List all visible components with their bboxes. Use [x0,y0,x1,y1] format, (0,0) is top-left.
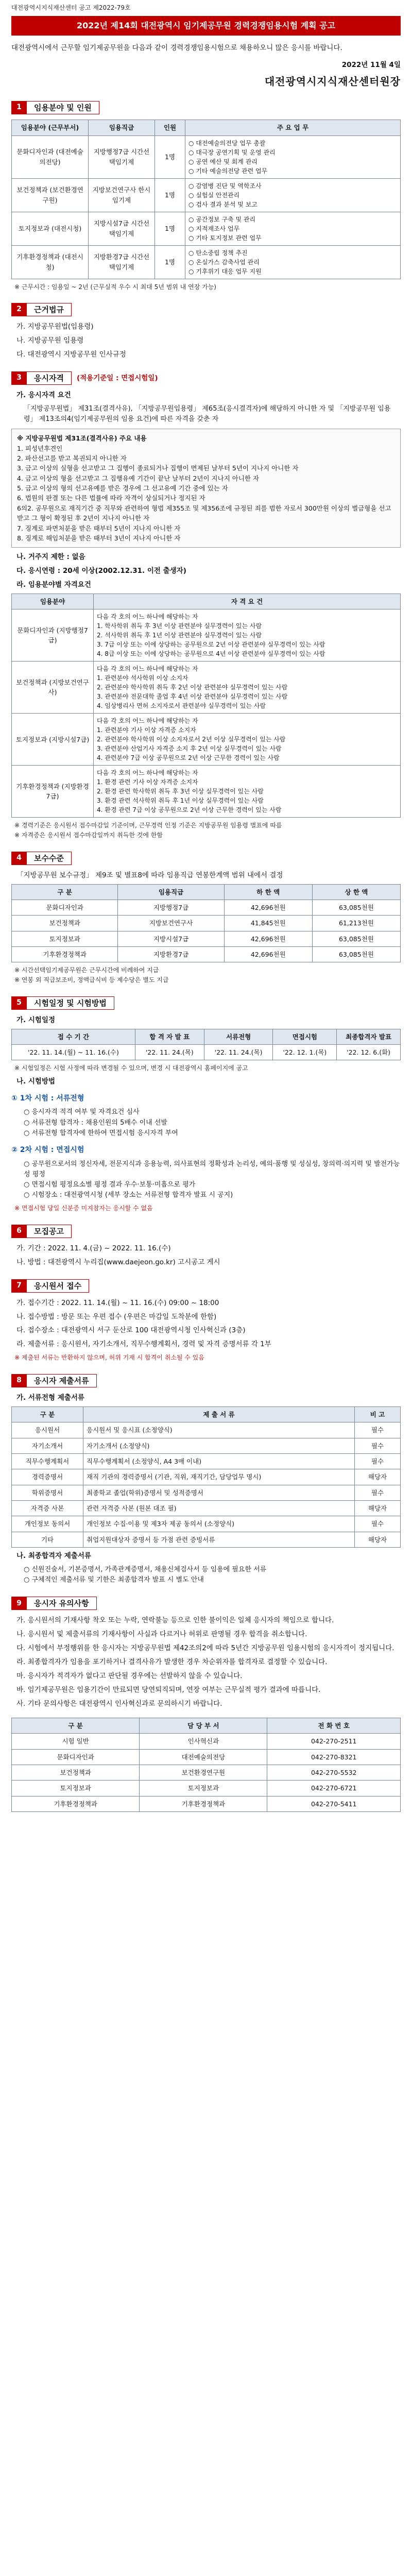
law-item: 가. 지방공무원법(임용령) [16,323,94,331]
section-title: 응시자격 [27,371,72,385]
table-row [12,1501,401,1516]
requirements-table [11,594,401,818]
box-line: 5. 금고 이상의 형의 선고유예를 받은 경우에 그 선고유예 기간 중에 있는 자 [17,484,228,493]
table-row [12,245,401,279]
step-note: ※ 면접시험 당일 신분증 미지참자는 응시할 수 없음 [14,1205,153,1212]
caution-item: 가. 응시원서의 기재사항 착오 또는 누락, 연락불능 등으로 인한 불이익은 일체 응시자의 책임으로 합니다. [16,1616,334,1625]
section-title: 응시원서 접수 [27,1279,89,1293]
recruit-item: 나. 방법 : 대전광역시 누리집(www.daejeon.go.kr) 고시공고 게시 [16,1258,220,1266]
box-line: 2. 파산선고를 받고 복권되지 아니한 자 [17,454,127,462]
notice-title: 2022년 제14회 대전광역시 임기제공무원 경력경쟁임용시험 계획 공고 [11,16,401,36]
box-line: 6의2. 공무원으로 재직기간 중 직무와 관련하여 형법 제355조 및 제356조에 규정된 죄를 범한 자로서 300만원 이상의 벌금형을 선고받고 그 형이 확정된 후 2년이 지나지 아니한 자 [17,504,391,522]
div-cell: 문화디자인과 [12,1749,140,1765]
req-cell: 다음 각 호의 어느 하나에 해당하는 자 1. 환경 관련 기사 이상 자격증 소지자 2. 환경 관련 학사학위 취득 후 3년 이상 실무경력이 있는 사람 3. 환경 관련 석사학위 취득 후 1년 이상 실무경력이 있는 사람 4. 환경 관련 7급 이상 공무원으로 2년 이상 근무한 경력이 있는 사람 [94,766,401,818]
section-4-header [11,852,401,865]
section-9-header [11,1597,401,1610]
section-title: 응시자 유의사항 [27,1597,97,1610]
div-cell: 응시원서 [12,1422,83,1438]
col-header: 합 격 자 발 표 [135,1029,204,1044]
field-cell: 문화디자인과 (지방행정7급) [12,609,94,662]
signer: 대전광역시지식재산센터원장 [264,75,401,88]
remark-cell: 필수 [355,1453,401,1469]
application-item: 라. 제출서류 : 응시원서, 자기소개서, 직무수행계획서, 경력 및 자격 증명서류 각 1부 [16,1340,271,1349]
rank-cell: 지방보건연구사 한시임기제 [89,178,155,212]
qualification-d: 라. 임용분야별 자격요건 [16,581,91,589]
qualification-a-text: 「지방공무원법」 제31조(결격사유), 「지방공무원임용령」 제65조(응시결격자)에 해당하지 아니한 자 및 「지방공무원 임용령」 제13조의4(임기제공무원의 임용 요건)에 따른 자격을 갖춘 자 [24,404,391,423]
table-row [12,212,401,245]
box-title: ※ 지방공무원법 제31조(결격사유) 주요 내용 [17,434,147,443]
section-title: 모집공고 [27,1225,72,1238]
rank-cell: 지방환경7급 시간선택임기제 [89,245,155,279]
table-row [12,1749,401,1765]
col-header: 주 요 업 무 [185,120,401,135]
dept-cell: 보건정책과 (보건환경연구원) [12,178,89,212]
req-cell: 다음 각 호의 어느 하나에 해당하는 자 1. 관련분야 기사 이상 자격증 소지자 2. 관련분야 학사학위 이상 소지자로서 2년 이상 실무경력이 있는 사람 3. 관련분야 산업기사 자격증 소지 후 2년 이상 실무경력이 있는 사람 4. 관련분야 7급 이상 공무원으로 2년 이상 근무한 경력이 있는 사람 [94,714,401,766]
section-title: 시험일정 및 시험방법 [27,996,114,1010]
table-row [12,931,401,946]
div-cell: 개인정보 동의서 [12,1516,83,1532]
remark-cell: 필수 [355,1485,401,1500]
caution-item: 사. 기타 문의사항은 대전광역시 인사혁신과로 문의하시기 바랍니다. [16,1699,222,1708]
contacts-table [11,1718,401,1812]
dept-cell: 기후환경정책과 (대전시청) [12,245,89,279]
application-item: 나. 접수방법 : 방문 또는 우편 접수 (우편은 마감일 도착분에 한함) [16,1312,217,1321]
rank-cell: 지방보건연구사 [118,916,224,931]
count-cell: 1명 [155,245,185,279]
law-item: 다. 대전광역시 지방공무원 인사규정 [16,350,126,359]
lead-text: 대전광역시에서 근무할 임기제공무원을 다음과 같이 경력경쟁임용시험으로 채용하오니 많은 응시를 바랍니다. [11,44,342,53]
col-header: 담 당 부 서 [140,1718,267,1733]
col-header: 상 한 액 [312,884,400,900]
rank-cell: 지방행정7급 [118,900,224,915]
application-item: 다. 접수장소 : 대전광역시 서구 둔산로 100 대전광역시청 인사혁신과 (3층) [16,1326,246,1335]
salary-note: ※ 시간선택임기제공무원은 근무시간에 비례하여 지급 ※ 연봉 외 직급보조비, 정액급식비 등 제수당은 별도 지급 [14,967,169,984]
section-3-header [11,371,401,385]
col-header: 비 고 [355,1406,401,1422]
application-item: 가. 접수기간 : 2022. 11. 14.(월) ~ 11. 16.(수) 09:00 ~ 18:00 [16,1298,219,1307]
col-header: 자 격 요 건 [94,594,401,609]
field-cell: 기후환경정책과 (지방환경7급) [12,766,94,818]
qualification-a: 가. 응시자격 요건 [16,391,71,399]
div-cell: 시험 일반 [12,1734,140,1749]
requirements-note: ※ 경력기준은 응시원서 접수마감일 기준이며, 근무경력 인정 기준은 지방공무원 임용령 별표에 따름 ※ 자격증은 응시원서 접수마감일까지 취득한 것에 한함 [14,822,282,839]
col-header: 최종합격자 발표 [337,1029,401,1044]
table-row [12,1453,401,1469]
work-period-note: ※ 근무시간 : 임용일 ~ 2년 (근무실적 우수 시 최대 5년 범위 내 연장 가능) [14,283,216,291]
min-cell: 41,845천원 [224,916,312,931]
notice-date: 2022년 11월 4일 [341,61,401,70]
div-cell: 기후환경정책과 [12,1796,140,1811]
div-cell: 보건정책과 [12,916,118,931]
schedule-cell: '22. 12. 6.(화) [337,1044,401,1060]
box-line: 1. 피성년후견인 [17,444,63,452]
law-item: 나. 지방공무원 임용령 [16,336,84,345]
notice-number: 대전광역시지식재산센터 공고 제2022-79호 [11,4,131,11]
table-row [12,1516,401,1532]
schedule-cell: '22. 12. 1.(목) [273,1044,337,1060]
col-header: 하 한 액 [224,884,312,900]
table-row [12,178,401,212]
section-title: 임용분야 및 인원 [27,101,99,114]
duties-cell: ○ 탄소중립 정책 추진 ○ 온실가스 감축사업 관리 ○ 기후위기 대응 업무 지원 [185,245,401,279]
caution-item: 나. 응시원서 및 제출서류의 기재사항이 사실과 다르거나 허위로 판명될 경우 합격을 취소합니다. [16,1630,307,1639]
table-row [12,1438,401,1453]
col-header: 임용직급 [89,120,155,135]
section-number: 6 [11,1225,27,1238]
section-number: 5 [11,996,27,1010]
final-docs-label: 나. 최종합격자 제출서류 [16,1552,91,1561]
salary-table [11,884,401,963]
disqualification-box [11,429,401,548]
col-header: 구 분 [12,884,118,900]
table-row [12,900,401,915]
col-header: 구 분 [12,1406,83,1422]
documents-table [11,1406,401,1548]
phone-cell: 042-270-5532 [267,1765,401,1780]
remark-cell: 해당자 [355,1469,401,1485]
table-row [12,1781,401,1796]
col-header: 면접시험 [273,1029,337,1044]
table-row [12,766,401,818]
section-number: 1 [11,101,27,114]
duties-cell: ○ 감염병 진단 및 역학조사 ○ 실험실 안전관리 ○ 검사 결과 분석 및 보고 [185,178,401,212]
table-row [12,662,401,714]
req-cell: 다음 각 호의 어느 하나에 해당하는 자 1. 학사학위 취득 후 3년 이상 관련분야 실무경력이 있는 사람 2. 석사학위 취득 후 1년 이상 관련분야 실무경력이 있는 사람 3. 7급 이상 또는 이에 상당하는 공무원으로 2년 이상 관련분야 실무경력이 있는 사람 4. 8급 이상 또는 이에 상당하는 공무원으로 4년 이상 관련분야 실무경력이 있는 사람 [94,609,401,662]
table-row [12,916,401,931]
qualification-b: 나. 거주지 제한 : 없음 [16,553,85,562]
table-row [12,609,401,662]
section-number: 3 [11,371,27,385]
col-header: 제 출 서 류 [83,1406,355,1422]
section-number: 4 [11,852,27,865]
div-cell: 자기소개서 [12,1438,83,1453]
dept-cell: 대전예술의전당 [140,1749,267,1765]
doc-cell: 직무수행계획서 (소정양식, A4 3매 이내) [83,1453,355,1469]
count-cell: 1명 [155,212,185,245]
remark-cell: 필수 [355,1438,401,1453]
section-5-header [11,996,401,1010]
final-docs-text: ○ 신원진술서, 기본증명서, 가족관계증명서, 채용신체검사서 등 임용에 필요한 서류 ○ 구체적인 제출서류 및 기한은 최종합격자 발표 시 별도 안내 [24,1566,267,1584]
col-header: 전 화 번 호 [267,1718,401,1733]
remark-cell: 필수 [355,1516,401,1532]
section-title: 근거법규 [27,303,72,316]
step1-title: ① 1차 시험 : 서류전형 [11,1094,84,1103]
rank-cell: 지방시설7급 [118,931,224,946]
dept-cell: 문화디자인과 (대전예술의전당) [12,135,89,178]
rank-cell: 지방시설7급 시간선택임기제 [89,212,155,245]
remark-cell: 해당자 [355,1532,401,1547]
section-6-header [11,1225,401,1238]
doc-cell: 취업지원대상자 증명서 등 가점 관련 증빙서류 [83,1532,355,1547]
col-header: 구 분 [12,1718,140,1733]
rank-cell: 지방환경7급 [118,947,224,962]
schedule-label: 가. 시험일정 [16,1015,56,1024]
caution-item: 바. 임기제공무원은 임용기간이 만료되면 당연퇴직되며, 연장 여부는 근무실적 평가 결과에 따릅니다. [16,1685,321,1694]
table-row [12,1765,401,1780]
step2-text: ○ 공무원으로서의 정신자세, 전문지식과 응용능력, 의사표현의 정확성과 논리성, 예의·품행 및 성실성, 창의력·의지력 및 발전가능성 평정 ○ 면접시험 평정요소별 평정 결과 우수·보통·미흡으로 평가 ○ 시험장소 : 대전광역시청 (세부 장소는 서류전형 합격자 발표 시 공지) [24,1160,400,1199]
col-header: 인원 [155,120,185,135]
div-cell: 보건정책과 [12,1765,140,1780]
phone-cell: 042-270-5411 [267,1796,401,1811]
div-cell: 직무수행계획서 [12,1453,83,1469]
remark-cell: 해당자 [355,1501,401,1516]
dept-cell: 토지정보과 [140,1781,267,1796]
duties-cell: ○ 공간정보 구축 및 관리 ○ 지적재조사 업무 ○ 기타 토지정보 관련 업무 [185,212,401,245]
dept-cell: 토지정보과 (대전시청) [12,212,89,245]
col-header: 임용분야 [12,594,94,609]
phone-cell: 042-270-8321 [267,1749,401,1765]
recruit-item: 가. 기간 : 2022. 11. 4.(금) ~ 2022. 11. 16.(수) [16,1244,171,1252]
field-cell: 보건정책과 (지방보건연구사) [12,662,94,714]
box-line: 6. 법원의 판결 또는 다른 법률에 따라 자격이 상실되거나 정지된 자 [17,494,205,502]
box-line: 7. 징계로 파면처분을 받은 때부터 5년이 지나지 아니한 자 [17,524,181,532]
max-cell: 61,213천원 [312,916,400,931]
field-cell: 토지정보과 (지방시설7급) [12,714,94,766]
box-line: 8. 징계로 해임처분을 받은 때부터 3년이 지나지 아니한 자 [17,534,181,542]
div-cell: 문화디자인과 [12,900,118,915]
min-cell: 42,696천원 [224,947,312,962]
duties-cell: ○ 대전예술의전당 업무 총괄 ○ 대극장 공연기획 및 운영 관리 ○ 공연 예산 및 회계 관리 ○ 기타 예술의전당 관련 업무 [185,135,401,178]
max-cell: 63,085천원 [312,931,400,946]
phone-cell: 042-270-6721 [267,1781,401,1796]
positions-table [11,120,401,279]
col-header: 임용분야 (근무부서) [12,120,89,135]
application-note: ※ 제출된 서류는 반환하지 않으며, 허위 기재 시 합격이 취소될 수 있음 [14,1354,204,1362]
schedule-cell: '22. 11. 14.(월) ~ 11. 16.(수) [12,1044,135,1060]
col-header: 임용직급 [118,884,224,900]
section-title: 응시자 제출서류 [27,1374,97,1387]
table-row [12,1734,401,1749]
dept-cell: 보건환경연구원 [140,1765,267,1780]
dept-cell: 기후환경정책과 [140,1796,267,1811]
method-label: 나. 시험방법 [16,1077,56,1086]
count-cell: 1명 [155,178,185,212]
section-subtitle: (적용기준일 : 면접시험일) [76,374,158,382]
section-1-header [11,101,401,114]
div-cell: 토지정보과 [12,931,118,946]
dept-cell: 인사혁신과 [140,1734,267,1749]
section-number: 7 [11,1279,27,1293]
div-cell: 자격증 사본 [12,1501,83,1516]
box-line: 3. 금고 이상의 실형을 선고받고 그 집행이 종료되거나 집행이 면제된 날부터 5년이 지나지 아니한 자 [17,464,299,472]
schedule-cell: '22. 11. 24.(목) [204,1044,273,1060]
doc-cell: 최종학교 졸업(학위)증명서 및 성적증명서 [83,1485,355,1500]
table-row [12,1485,401,1500]
step2-title: ② 2차 시험 : 면접시험 [11,1145,84,1154]
section-number: 8 [11,1374,27,1387]
doc-cell: 개인정보 수집·이용 및 제3자 제공 동의서 (소정양식) [83,1516,355,1532]
table-row [12,1422,401,1438]
table-row [12,947,401,962]
section-number: 2 [11,303,27,316]
div-cell: 기타 [12,1532,83,1547]
phone-cell: 042-270-2511 [267,1734,401,1749]
min-cell: 42,696천원 [224,931,312,946]
table-row [12,1796,401,1811]
step1-text: ○ 응시자격 적격 여부 및 자격요건 심사 ○ 서류전형 합격자 : 채용인원의 5배수 이내 선발 ○ 서류전형 합격자에 한하여 면접시험 응시자격 부여 [24,1108,178,1137]
doc-cell: 재직 기관의 경력증명서 (기관, 직위, 재직기간, 담당업무 명시) [83,1469,355,1485]
section-2-header [11,303,401,316]
caution-item: 다. 시험에서 부정행위를 한 응시자는 지방공무원법 제42조의2에 따라 5년간 지방공무원 임용시험의 응시자격이 정지됩니다. [16,1644,394,1653]
section-8-header [11,1374,401,1387]
max-cell: 63,085천원 [312,947,400,962]
table-row [12,1532,401,1547]
section-title: 보수수준 [27,852,72,865]
rank-cell: 지방행정7급 시간선택임기제 [89,135,155,178]
doc-cell: 관련 자격증 사본 (원본 대조 필) [83,1501,355,1516]
salary-text: 「지방공무원 보수규정」 제9조 및 별표8에 따라 임용직급 연봉한계액 범위 내에서 결정 [16,871,283,879]
documents-label: 가. 서류전형 제출서류 [16,1393,84,1402]
schedule-table [11,1029,401,1061]
table-row [12,135,401,178]
section-7-header [11,1279,401,1293]
doc-cell: 응시원서 및 응시표 (소정양식) [83,1422,355,1438]
caution-item: 마. 응시자가 적격자가 없다고 판단될 경우에는 선발하지 않을 수 있습니다. [16,1672,243,1681]
col-header: 서류전형 [204,1029,273,1044]
div-cell: 학위증명서 [12,1485,83,1500]
div-cell: 기후환경정책과 [12,947,118,962]
schedule-note: ※ 시험일정은 시험 사정에 따라 변경될 수 있으며, 변경 시 대전광역시 홈페이지에 공고 [14,1064,248,1072]
min-cell: 42,696천원 [224,900,312,915]
table-row [12,714,401,766]
req-cell: 다음 각 호의 어느 하나에 해당하는 자 1. 관련분야 석사학위 이상 소지자 2. 관련분야 학사학위 취득 후 2년 이상 관련분야 실무경력이 있는 사람 3. 관련분야 전문대학 졸업 후 4년 이상 관련분야 실무경력이 있는 사람 4. 임상병리사 면허 소지자로서 관련분야 실무경력이 있는 사람 [94,662,401,714]
qualification-c: 다. 응시연령 : 20세 이상(2002.12.31. 이전 출생자) [16,567,186,575]
section-number: 9 [11,1597,27,1610]
table-row [12,1469,401,1485]
count-cell: 1명 [155,135,185,178]
schedule-cell: '22. 11. 24.(목) [135,1044,204,1060]
remark-cell: 필수 [355,1422,401,1438]
doc-cell: 자기소개서 (소정양식) [83,1438,355,1453]
box-line: 4. 금고 이상의 형을 선고받고 그 집행유예 기간이 끝난 날부터 2년이 지나지 아니한 자 [17,474,260,482]
caution-item: 라. 최종합격자가 임용을 포기하거나 결격사유가 발생한 경우 차순위자를 합격자로 결정할 수 있습니다. [16,1658,328,1667]
div-cell: 경력증명서 [12,1469,83,1485]
col-header: 접 수 기 간 [12,1029,135,1044]
div-cell: 토지정보과 [12,1781,140,1796]
max-cell: 63,085천원 [312,900,400,915]
